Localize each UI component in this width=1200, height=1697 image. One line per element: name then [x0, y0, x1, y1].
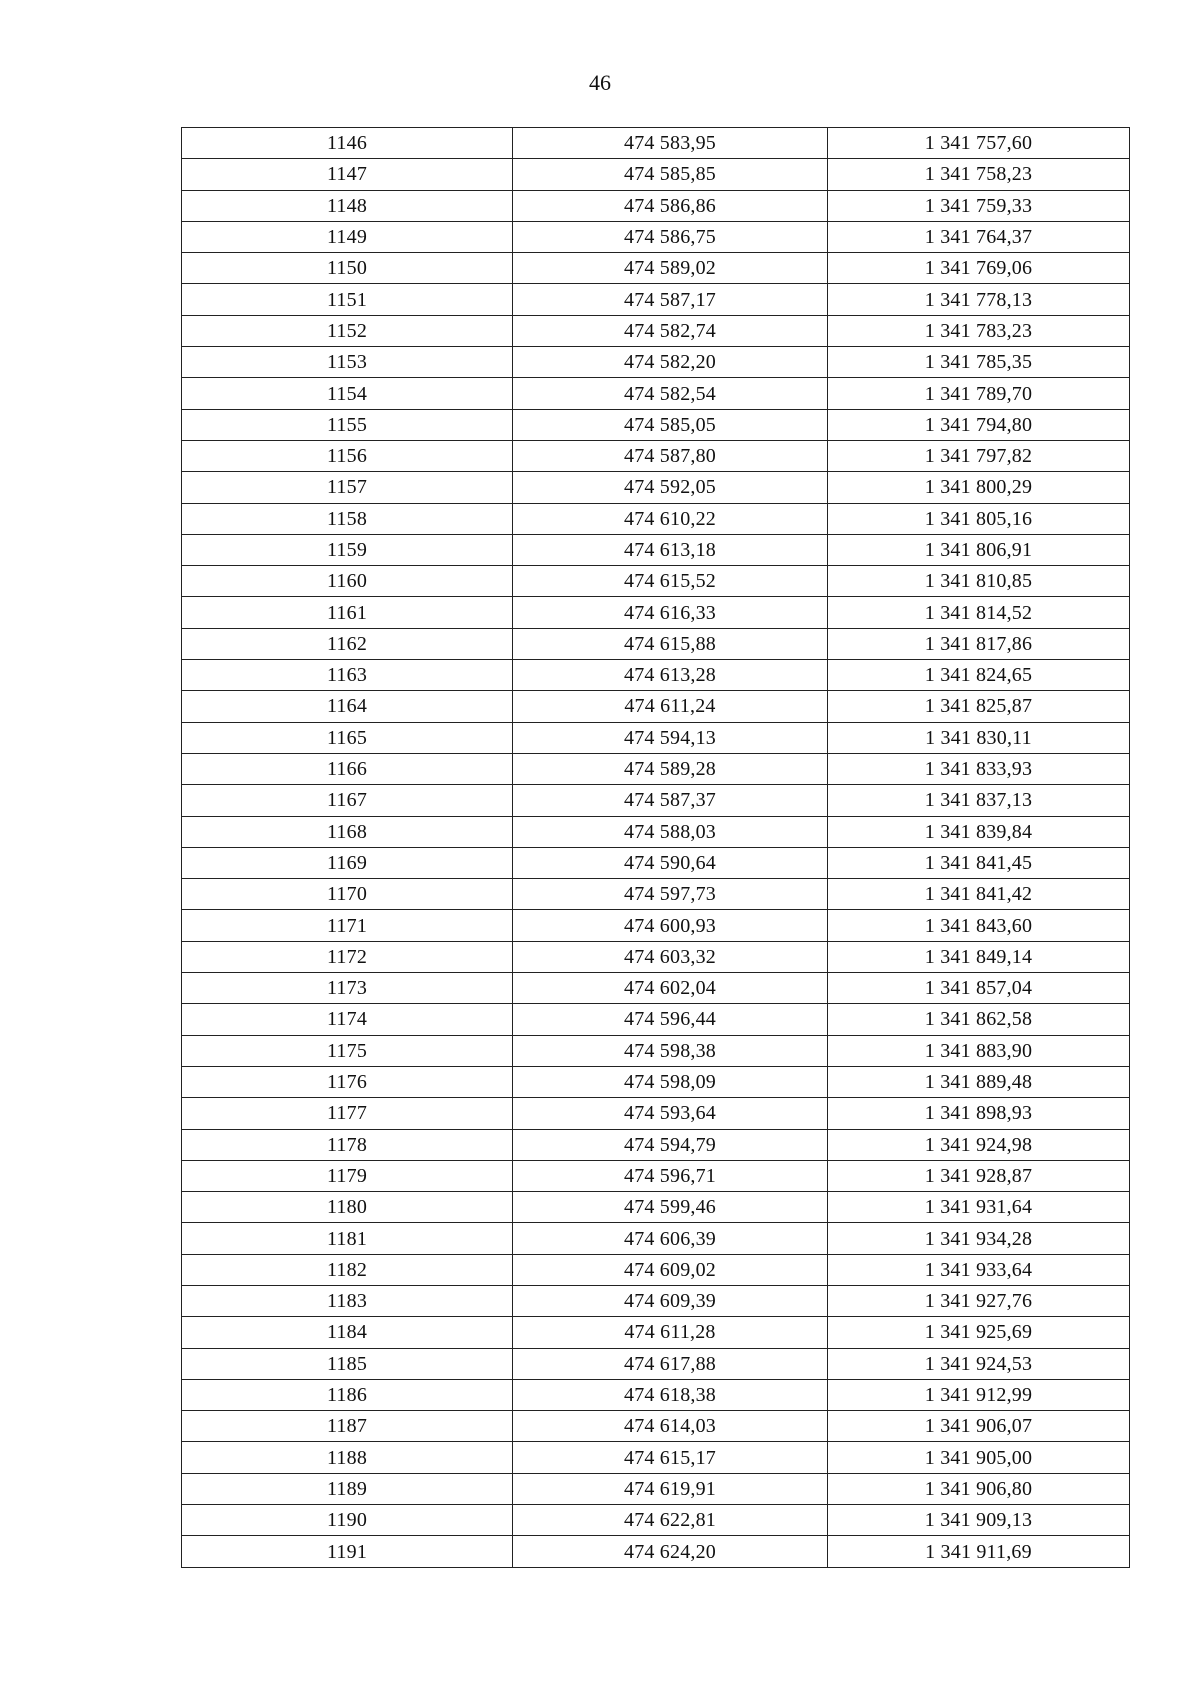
x-coordinate-cell: 474 615,88	[513, 628, 828, 659]
table-row	[182, 785, 1130, 816]
y-coordinate-cell: 1 341 905,00	[828, 1442, 1130, 1473]
table-row	[182, 1223, 1130, 1254]
y-coordinate-cell: 1 341 830,11	[828, 722, 1130, 753]
y-coordinate-cell: 1 341 911,69	[828, 1536, 1130, 1567]
point-number-cell: 1171	[182, 910, 513, 941]
x-coordinate-cell: 474 611,24	[513, 691, 828, 722]
table-row	[182, 691, 1130, 722]
x-coordinate-cell: 474 582,54	[513, 378, 828, 409]
table-row	[182, 816, 1130, 847]
table-row	[182, 566, 1130, 597]
y-coordinate-cell: 1 341 783,23	[828, 315, 1130, 346]
table-row	[182, 941, 1130, 972]
page-number: 46	[589, 70, 611, 95]
y-coordinate-cell: 1 341 906,80	[828, 1473, 1130, 1504]
y-coordinate-cell: 1 341 800,29	[828, 472, 1130, 503]
x-coordinate-cell: 474 616,33	[513, 597, 828, 628]
point-number-cell: 1153	[182, 347, 513, 378]
y-coordinate-cell: 1 341 769,06	[828, 253, 1130, 284]
table-row	[182, 1192, 1130, 1223]
point-number-cell: 1162	[182, 628, 513, 659]
x-coordinate-cell: 474 588,03	[513, 816, 828, 847]
point-number-cell: 1166	[182, 753, 513, 784]
point-number-cell: 1190	[182, 1505, 513, 1536]
point-number-cell: 1163	[182, 660, 513, 691]
x-coordinate-cell: 474 596,44	[513, 1004, 828, 1035]
table-row	[182, 1035, 1130, 1066]
point-number-cell: 1185	[182, 1348, 513, 1379]
x-coordinate-cell: 474 609,02	[513, 1254, 828, 1285]
y-coordinate-cell: 1 341 839,84	[828, 816, 1130, 847]
x-coordinate-cell: 474 599,46	[513, 1192, 828, 1223]
point-number-cell: 1175	[182, 1035, 513, 1066]
table-row	[182, 1379, 1130, 1410]
table-row	[182, 660, 1130, 691]
point-number-cell: 1180	[182, 1192, 513, 1223]
y-coordinate-cell: 1 341 928,87	[828, 1160, 1130, 1191]
x-coordinate-cell: 474 602,04	[513, 973, 828, 1004]
table-row	[182, 1285, 1130, 1316]
point-number-cell: 1174	[182, 1004, 513, 1035]
x-coordinate-cell: 474 593,64	[513, 1098, 828, 1129]
table-row	[182, 597, 1130, 628]
point-number-cell: 1161	[182, 597, 513, 628]
y-coordinate-cell: 1 341 837,13	[828, 785, 1130, 816]
point-number-cell: 1167	[182, 785, 513, 816]
y-coordinate-cell: 1 341 931,64	[828, 1192, 1130, 1223]
y-coordinate-cell: 1 341 898,93	[828, 1098, 1130, 1129]
table-row	[182, 973, 1130, 1004]
x-coordinate-cell: 474 582,74	[513, 315, 828, 346]
point-number-cell: 1159	[182, 534, 513, 565]
y-coordinate-cell: 1 341 794,80	[828, 409, 1130, 440]
y-coordinate-cell: 1 341 757,60	[828, 128, 1130, 159]
x-coordinate-cell: 474 609,39	[513, 1285, 828, 1316]
point-number-cell: 1183	[182, 1285, 513, 1316]
point-number-cell: 1177	[182, 1098, 513, 1129]
table-row	[182, 1505, 1130, 1536]
y-coordinate-cell: 1 341 924,53	[828, 1348, 1130, 1379]
x-coordinate-cell: 474 589,28	[513, 753, 828, 784]
point-number-cell: 1184	[182, 1317, 513, 1348]
y-coordinate-cell: 1 341 889,48	[828, 1066, 1130, 1097]
point-number-cell: 1146	[182, 128, 513, 159]
point-number-cell: 1165	[182, 722, 513, 753]
point-number-cell: 1150	[182, 253, 513, 284]
x-coordinate-cell: 474 597,73	[513, 879, 828, 910]
point-number-cell: 1154	[182, 378, 513, 409]
y-coordinate-cell: 1 341 849,14	[828, 941, 1130, 972]
y-coordinate-cell: 1 341 857,04	[828, 973, 1130, 1004]
x-coordinate-cell: 474 610,22	[513, 503, 828, 534]
table-row	[182, 1004, 1130, 1035]
x-coordinate-cell: 474 589,02	[513, 253, 828, 284]
point-number-cell: 1182	[182, 1254, 513, 1285]
x-coordinate-cell: 474 585,85	[513, 159, 828, 190]
point-number-cell: 1169	[182, 847, 513, 878]
table-row	[182, 1473, 1130, 1504]
x-coordinate-cell: 474 598,38	[513, 1035, 828, 1066]
point-number-cell: 1181	[182, 1223, 513, 1254]
point-number-cell: 1148	[182, 190, 513, 221]
point-number-cell: 1160	[182, 566, 513, 597]
point-number-cell: 1168	[182, 816, 513, 847]
y-coordinate-cell: 1 341 841,45	[828, 847, 1130, 878]
x-coordinate-cell: 474 600,93	[513, 910, 828, 941]
x-coordinate-cell: 474 603,32	[513, 941, 828, 972]
point-number-cell: 1170	[182, 879, 513, 910]
table-row	[182, 409, 1130, 440]
table-row	[182, 847, 1130, 878]
y-coordinate-cell: 1 341 778,13	[828, 284, 1130, 315]
y-coordinate-cell: 1 341 758,23	[828, 159, 1130, 190]
table-row	[182, 1317, 1130, 1348]
x-coordinate-cell: 474 613,18	[513, 534, 828, 565]
y-coordinate-cell: 1 341 906,07	[828, 1411, 1130, 1442]
x-coordinate-cell: 474 613,28	[513, 660, 828, 691]
point-number-cell: 1164	[182, 691, 513, 722]
x-coordinate-cell: 474 617,88	[513, 1348, 828, 1379]
point-number-cell: 1172	[182, 941, 513, 972]
y-coordinate-cell: 1 341 759,33	[828, 190, 1130, 221]
table-row	[182, 440, 1130, 471]
x-coordinate-cell: 474 592,05	[513, 472, 828, 503]
point-number-cell: 1189	[182, 1473, 513, 1504]
table-row	[182, 221, 1130, 252]
point-number-cell: 1155	[182, 409, 513, 440]
y-coordinate-cell: 1 341 933,64	[828, 1254, 1130, 1285]
y-coordinate-cell: 1 341 934,28	[828, 1223, 1130, 1254]
point-number-cell: 1179	[182, 1160, 513, 1191]
point-number-cell: 1188	[182, 1442, 513, 1473]
x-coordinate-cell: 474 586,75	[513, 221, 828, 252]
table-row	[182, 253, 1130, 284]
y-coordinate-cell: 1 341 797,82	[828, 440, 1130, 471]
x-coordinate-cell: 474 606,39	[513, 1223, 828, 1254]
table-row	[182, 1160, 1130, 1191]
x-coordinate-cell: 474 618,38	[513, 1379, 828, 1410]
point-number-cell: 1158	[182, 503, 513, 534]
x-coordinate-cell: 474 585,05	[513, 409, 828, 440]
point-number-cell: 1149	[182, 221, 513, 252]
point-number-cell: 1178	[182, 1129, 513, 1160]
table-row	[182, 315, 1130, 346]
y-coordinate-cell: 1 341 843,60	[828, 910, 1130, 941]
table-row	[182, 722, 1130, 753]
point-number-cell: 1152	[182, 315, 513, 346]
y-coordinate-cell: 1 341 924,98	[828, 1129, 1130, 1160]
x-coordinate-cell: 474 622,81	[513, 1505, 828, 1536]
table-row	[182, 628, 1130, 659]
table-row	[182, 472, 1130, 503]
y-coordinate-cell: 1 341 862,58	[828, 1004, 1130, 1035]
x-coordinate-cell: 474 594,79	[513, 1129, 828, 1160]
x-coordinate-cell: 474 583,95	[513, 128, 828, 159]
y-coordinate-cell: 1 341 883,90	[828, 1035, 1130, 1066]
point-number-cell: 1176	[182, 1066, 513, 1097]
x-coordinate-cell: 474 614,03	[513, 1411, 828, 1442]
x-coordinate-cell: 474 587,17	[513, 284, 828, 315]
table-row	[182, 1411, 1130, 1442]
point-number-cell: 1187	[182, 1411, 513, 1442]
table-row	[182, 753, 1130, 784]
y-coordinate-cell: 1 341 817,86	[828, 628, 1130, 659]
point-number-cell: 1147	[182, 159, 513, 190]
table-row	[182, 378, 1130, 409]
coordinates-table	[181, 127, 1130, 1568]
y-coordinate-cell: 1 341 925,69	[828, 1317, 1130, 1348]
x-coordinate-cell: 474 587,37	[513, 785, 828, 816]
table-row	[182, 1066, 1130, 1097]
x-coordinate-cell: 474 624,20	[513, 1536, 828, 1567]
point-number-cell: 1186	[182, 1379, 513, 1410]
table-row	[182, 1129, 1130, 1160]
x-coordinate-cell: 474 619,91	[513, 1473, 828, 1504]
y-coordinate-cell: 1 341 814,52	[828, 597, 1130, 628]
y-coordinate-cell: 1 341 789,70	[828, 378, 1130, 409]
y-coordinate-cell: 1 341 833,93	[828, 753, 1130, 784]
x-coordinate-cell: 474 611,28	[513, 1317, 828, 1348]
point-number-cell: 1191	[182, 1536, 513, 1567]
table-row	[182, 1098, 1130, 1129]
y-coordinate-cell: 1 341 927,76	[828, 1285, 1130, 1316]
x-coordinate-cell: 474 590,64	[513, 847, 828, 878]
table-row	[182, 128, 1130, 159]
point-number-cell: 1173	[182, 973, 513, 1004]
y-coordinate-cell: 1 341 810,85	[828, 566, 1130, 597]
point-number-cell: 1156	[182, 440, 513, 471]
x-coordinate-cell: 474 582,20	[513, 347, 828, 378]
table-row	[182, 190, 1130, 221]
y-coordinate-cell: 1 341 806,91	[828, 534, 1130, 565]
x-coordinate-cell: 474 598,09	[513, 1066, 828, 1097]
coordinates-table-body	[182, 128, 1130, 1568]
table-row	[182, 284, 1130, 315]
x-coordinate-cell: 474 594,13	[513, 722, 828, 753]
y-coordinate-cell: 1 341 785,35	[828, 347, 1130, 378]
point-number-cell: 1151	[182, 284, 513, 315]
y-coordinate-cell: 1 341 825,87	[828, 691, 1130, 722]
table-row	[182, 534, 1130, 565]
table-row	[182, 1348, 1130, 1379]
y-coordinate-cell: 1 341 841,42	[828, 879, 1130, 910]
table-row	[182, 910, 1130, 941]
table-row	[182, 1536, 1130, 1567]
x-coordinate-cell: 474 587,80	[513, 440, 828, 471]
x-coordinate-cell: 474 586,86	[513, 190, 828, 221]
table-row	[182, 1254, 1130, 1285]
table-row	[182, 879, 1130, 910]
table-row	[182, 1442, 1130, 1473]
y-coordinate-cell: 1 341 824,65	[828, 660, 1130, 691]
y-coordinate-cell: 1 341 909,13	[828, 1505, 1130, 1536]
table-row	[182, 503, 1130, 534]
table-row	[182, 159, 1130, 190]
y-coordinate-cell: 1 341 912,99	[828, 1379, 1130, 1410]
table-row	[182, 347, 1130, 378]
y-coordinate-cell: 1 341 805,16	[828, 503, 1130, 534]
x-coordinate-cell: 474 615,17	[513, 1442, 828, 1473]
y-coordinate-cell: 1 341 764,37	[828, 221, 1130, 252]
point-number-cell: 1157	[182, 472, 513, 503]
x-coordinate-cell: 474 615,52	[513, 566, 828, 597]
x-coordinate-cell: 474 596,71	[513, 1160, 828, 1191]
